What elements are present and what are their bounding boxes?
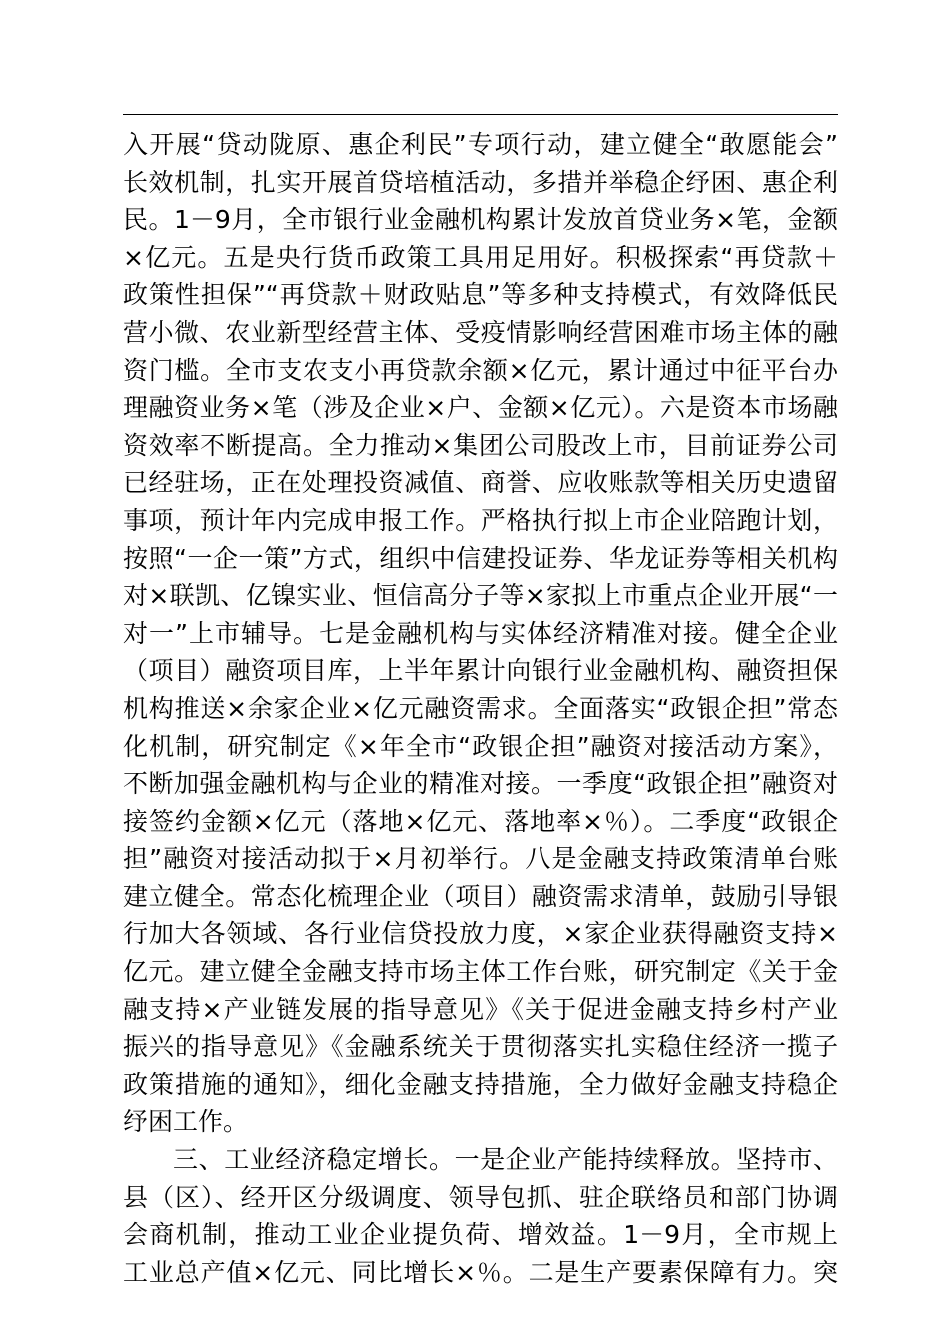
text-line: 营小微、农业新型经营主体、受疫情影响经营困难市场主体的融 — [123, 317, 838, 347]
text-line: 行加大各领域、各行业信贷投放力度，×家企业获得融资支持× — [123, 919, 838, 949]
text-line: 对×联凯、亿镍实业、恒信高分子等×家拟上市重点企业开展“一 — [123, 581, 838, 611]
text-line: 接签约金额×亿元（落地×亿元、落地率×％）。二季度“政银企 — [123, 806, 838, 836]
text-line: 振兴的指导意见》《金融系统关于贯彻落实扎实稳住经济一揽子 — [123, 1032, 838, 1062]
text-line: 入开展“贷动陇原、惠企利民”专项行动，建立健全“敢愿能会” — [123, 130, 838, 159]
text-line: 资效率不断提高。全力推动×集团公司股改上市，目前证券公司 — [123, 430, 838, 460]
paragraph-financial-support — [123, 126, 838, 1141]
text-line: ×亿元。五是央行货币政策工具用足用好。积极探索“再贷款＋ — [123, 242, 838, 272]
text-line: 长效机制，扎实开展首贷培植活动，多措并举稳企纾困、惠企利 — [123, 167, 838, 197]
text-line: 已经驻场，正在处理投资减值、商誉、应收账款等相关历史遗留 — [123, 468, 838, 498]
text-line: 融支持×产业链发展的指导意见》《关于促进金融支持乡村产业 — [123, 994, 838, 1024]
document-body — [123, 126, 838, 1291]
text-line: （项目）融资项目库，上半年累计向银行业金融机构、融资担保 — [123, 656, 838, 686]
text-line: 理融资业务×笔（涉及企业×户、金额×亿元）。六是资本市场融 — [123, 393, 838, 423]
text-line: 亿元。建立健全金融支持市场主体工作台账，研究制定《关于金 — [123, 957, 838, 987]
text-line: 事项，预计年内完成申报工作。严格执行拟上市企业陪跑计划， — [123, 505, 838, 535]
header-rule — [123, 114, 838, 115]
text-line: 三、工业经济稳定增长。一是企业产能持续释放。坚持市、 — [173, 1145, 838, 1175]
text-line: 建立健全。常态化梳理企业（项目）融资需求清单，鼓励引导银 — [123, 881, 838, 911]
paragraph-industrial-economy — [123, 1141, 838, 1291]
text-line: 对一”上市辅导。七是金融机构与实体经济精准对接。健全企业 — [123, 618, 838, 648]
text-line: 不断加强金融机构与企业的精准对接。一季度“政银企担”融资对 — [123, 769, 838, 799]
text-line: 会商机制，推动工业企业提负荷、增效益。1－9月，全市规上 — [123, 1220, 838, 1250]
text-line: 民。1－9月，全市银行业金融机构累计发放首贷业务×笔，金额 — [123, 205, 838, 235]
text-line: 机构推送×余家企业×亿元融资需求。全面落实“政银企担”常态 — [123, 693, 838, 723]
text-line: 担”融资对接活动拟于×月初举行。八是金融支持政策清单台账 — [123, 844, 838, 874]
text-line: 政策措施的通知》，细化金融支持措施，全力做好金融支持稳企 — [123, 1069, 838, 1099]
text-line: 化机制，研究制定《×年全市“政银企担”融资对接活动方案》， — [123, 731, 838, 761]
text-line: 按照“一企一策”方式，组织中信建投证券、华龙证券等相关机构 — [123, 543, 838, 573]
text-line: 政策性担保”“再贷款＋财政贴息”等多种支持模式，有效降低民 — [123, 280, 838, 310]
text-line: 纾困工作。 — [123, 1107, 249, 1137]
text-line: 县（区）、经开区分级调度、领导包抓、驻企联络员和部门协调 — [123, 1182, 838, 1212]
text-line: 工业总产值×亿元、同比增长×％。二是生产要素保障有力。突 — [123, 1257, 838, 1287]
text-line: 资门槛。全市支农支小再贷款余额×亿元，累计通过中征平台办 — [123, 355, 838, 385]
